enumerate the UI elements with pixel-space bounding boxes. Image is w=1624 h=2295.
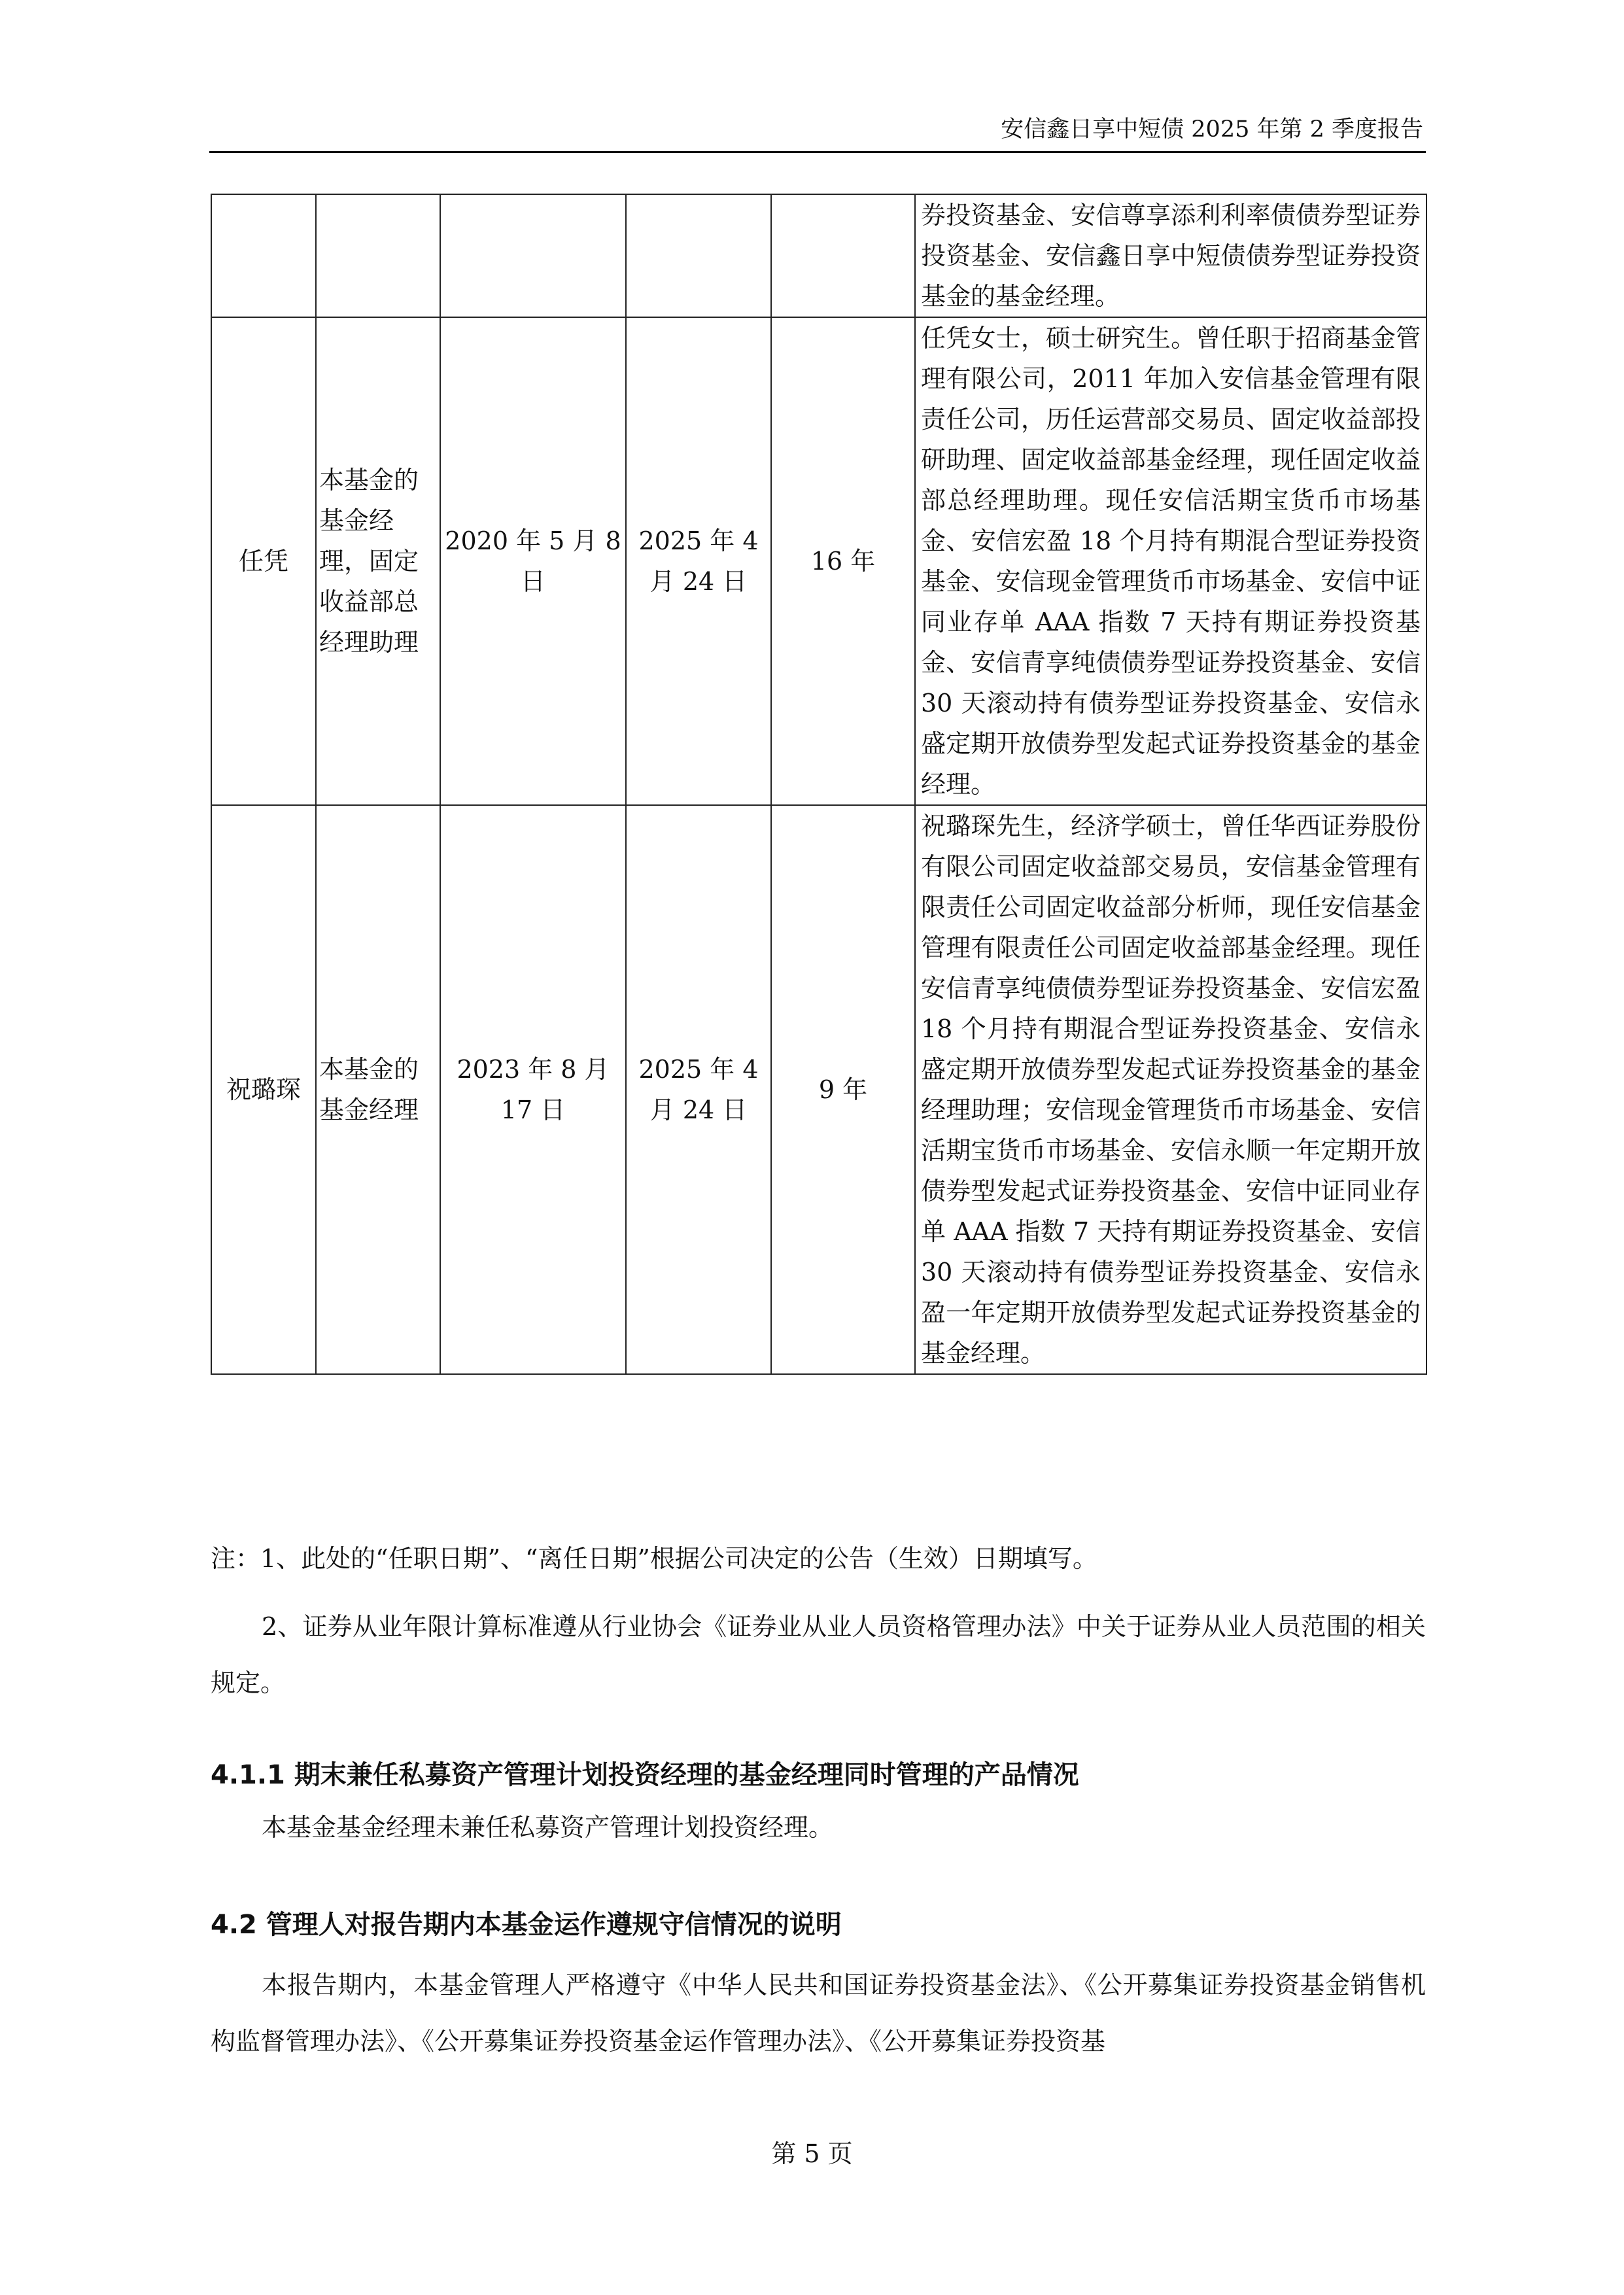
section-text-4-1-1: 本基金基金经理未兼任私募资产管理计划投资经理。 xyxy=(262,1813,834,1842)
manager-name: 祝璐琛 xyxy=(211,805,316,1374)
table-note-2: 2、证券从业年限计算标准遵从行业协会《证券业从业人员资格管理办法》中关于证券从业人员范围的相关规定。 xyxy=(211,1612,1426,1697)
years-of-experience xyxy=(771,194,915,317)
table-row xyxy=(211,194,1426,317)
manager-bio: 券投资基金、安信尊享添利利率债债券型证券投资基金、安信鑫日享中短债债券型证券投资基金的基金经理。 xyxy=(915,194,1426,317)
manager-position: 本基金的基金经理 xyxy=(316,805,440,1374)
manager-position xyxy=(316,194,440,317)
years-of-experience: 16 年 xyxy=(771,317,915,805)
report-title: 安信鑫日享中短债 2025 年第 2 季度报告 xyxy=(1001,116,1423,143)
table-row xyxy=(211,805,1426,1374)
manager-name xyxy=(211,194,316,317)
fund-manager-table xyxy=(211,194,1427,1375)
start-date: 2020 年 5 月 8 日 xyxy=(440,317,626,805)
section-text-4-2: 本报告期内，本基金管理人严格遵守《中华人民共和国证券投资基金法》、《公开募集证券投资基金销售机构监督管理办法》、《公开募集证券投资基金运作管理办法》、《公开募集证券投资基 xyxy=(211,1971,1426,2056)
table-note-1: 注：1、此处的“任职日期”、“离任日期”根据公司决定的公告（生效）日期填写。 xyxy=(211,1544,1097,1573)
page-header xyxy=(209,112,1426,153)
manager-bio: 祝璐琛先生，经济学硕士，曾任华西证券股份有限公司固定收益部交易员，安信基金管理有限责任公司固定收益部分析师，现任安信基金管理有限责任公司固定收益部基金经理。现任安信青享纯债债券型证券投资基金、安信宏盈 18 个月持有期混合型证券投资基金、安信永盛定期开放债券型发起式证券投资基金的基金经理助理；安信现金管理货币市场基金、安信活期宝货币市场基金、安信永顺一年定期开放债券型发起式证券投资基金、安信中证同业存单 AAA 指数 7 天持有期证券投资基金、安信 30 天滚动持有债券型证券投资基金、安信永盈一年定期开放债券型发起式证券投资基金的基金经理。 xyxy=(915,805,1426,1374)
start-date: 2023 年 8 月 17 日 xyxy=(440,805,626,1374)
years-of-experience: 9 年 xyxy=(771,805,915,1374)
start-date xyxy=(440,194,626,317)
page-number: 第 5 页 xyxy=(771,2139,853,2168)
end-date: 2025 年 4 月 24 日 xyxy=(626,317,771,805)
section-heading-4-1-1: 4.1.1 期末兼任私募资产管理计划投资经理的基金经理同时管理的产品情况 xyxy=(211,1760,1079,1790)
section-heading-4-2: 4.2 管理人对报告期内本基金运作遵规守信情况的说明 xyxy=(211,1910,842,1940)
table-row xyxy=(211,317,1426,805)
manager-position: 本基金的基金经理，固定收益部总经理助理 xyxy=(316,317,440,805)
end-date xyxy=(626,194,771,317)
manager-name: 任凭 xyxy=(211,317,316,805)
end-date: 2025 年 4 月 24 日 xyxy=(626,805,771,1374)
manager-bio: 任凭女士，硕士研究生。曾任职于招商基金管理有限公司，2011 年加入安信基金管理有限责任公司，历任运营部交易员、固定收益部投研助理、固定收益部基金经理，现任固定收益部总经理助理。现任安信活期宝货币市场基金、安信宏盈 18 个月持有期混合型证券投资基金、安信现金管理货币市场基金、安信中证同业存单 AAA 指数 7 天持有期证券投资基金、安信青享纯债债券型证券投资基金、安信 30 天滚动持有债券型证券投资基金、安信永盛定期开放债券型发起式证券投资基金的基金经理。 xyxy=(915,317,1426,805)
